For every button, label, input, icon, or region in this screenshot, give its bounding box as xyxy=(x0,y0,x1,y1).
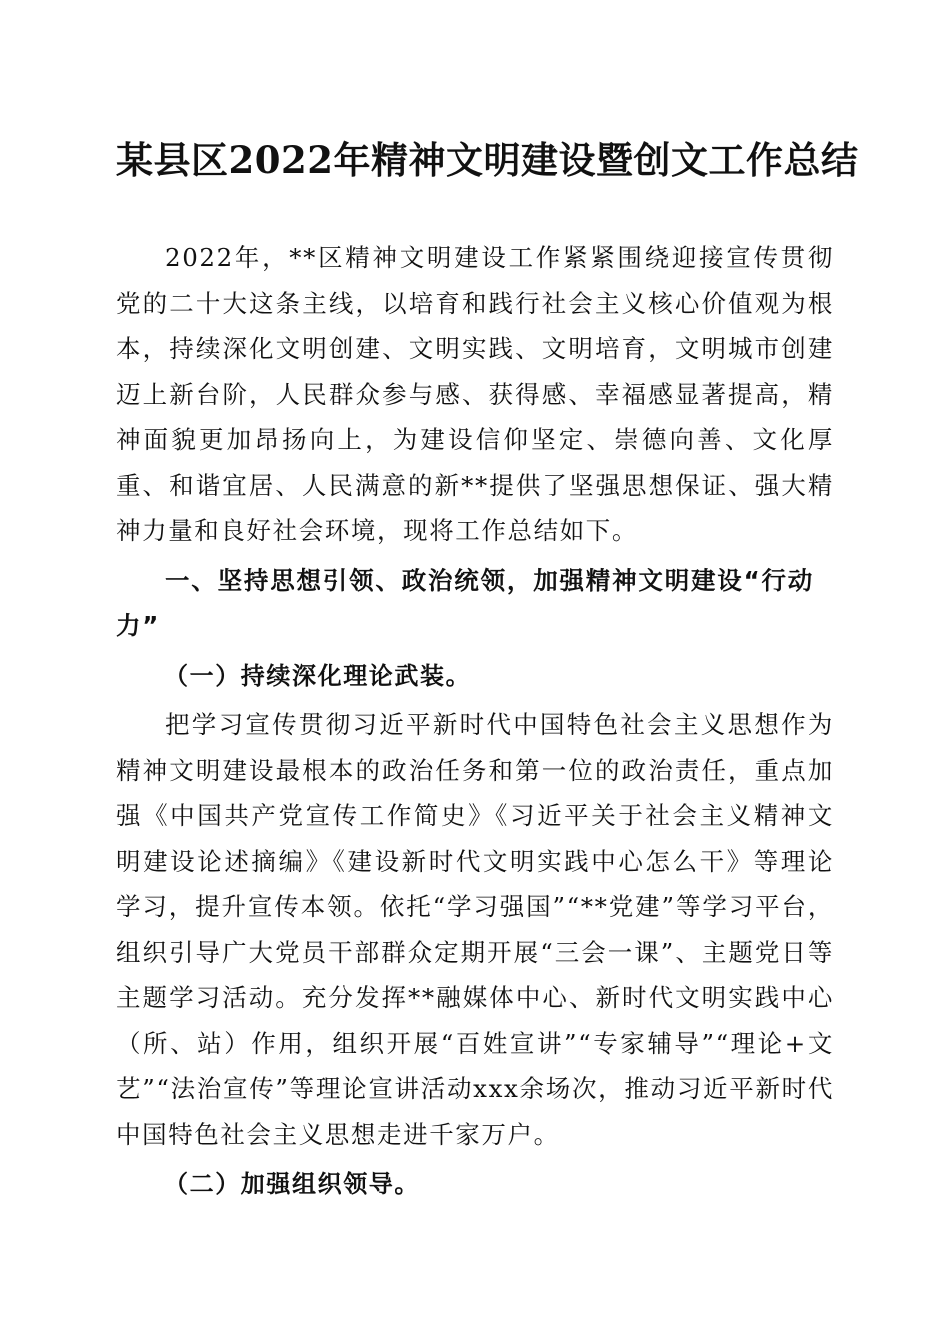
subsection-1-body: 把学习宣传贯彻习近平新时代中国特色社会主义思想作为精神文明建设最根本的政治任务和第一位的政治责任，重点加强《中国共产党宣传工作简史》《习近平关于社会主义精神文明建设论述摘编》《建设新时代文明实践中心怎么干》等理论学习，提升宣传本领。依托“学习强国”“**党建”等学习平台，组织引导广大党员干部群众定期开展“三会一课”、主题党日等主题学习活动。充分发挥**融媒体中心、新时代文明实践中心（所、站）作用，组织开展“百姓宣讲”“专家辅导”“理论+文艺”“法治宣传”等理论宣讲活动xxx余场次，推动习近平新时代中国特色社会主义思想走进千家万户。 xyxy=(116,710,834,1149)
subsection-1-heading: （一）持续深化理论武装。 xyxy=(164,660,472,690)
section-1-heading: 一、坚持思想引领、政治统领，加强精神文明建设“行动力” xyxy=(116,565,815,640)
subsection-2-heading: （二）加强组织领导。 xyxy=(164,1169,420,1198)
intro-paragraph: 2022年，**区精神文明建设工作紧紧围绕迎接宣传贯彻党的二十大这条主线，以培育和践行社会主义核心价值观为根本，持续深化文明创建、文明实践、文明培育，文明城市创建迈上新台阶，人民群众参与感、获得感、幸福感显著提高，精神面貌更加昂扬向上，为建设信仰坚定、崇德向善、文化厚重、和谐宜居、人民满意的新**提供了坚强思想保证、强大精神力量和良好社会环境，现将工作总结如下。 xyxy=(116,243,834,545)
document-title: 某县区2022年精神文明建设暨创文工作总结 xyxy=(116,138,859,182)
